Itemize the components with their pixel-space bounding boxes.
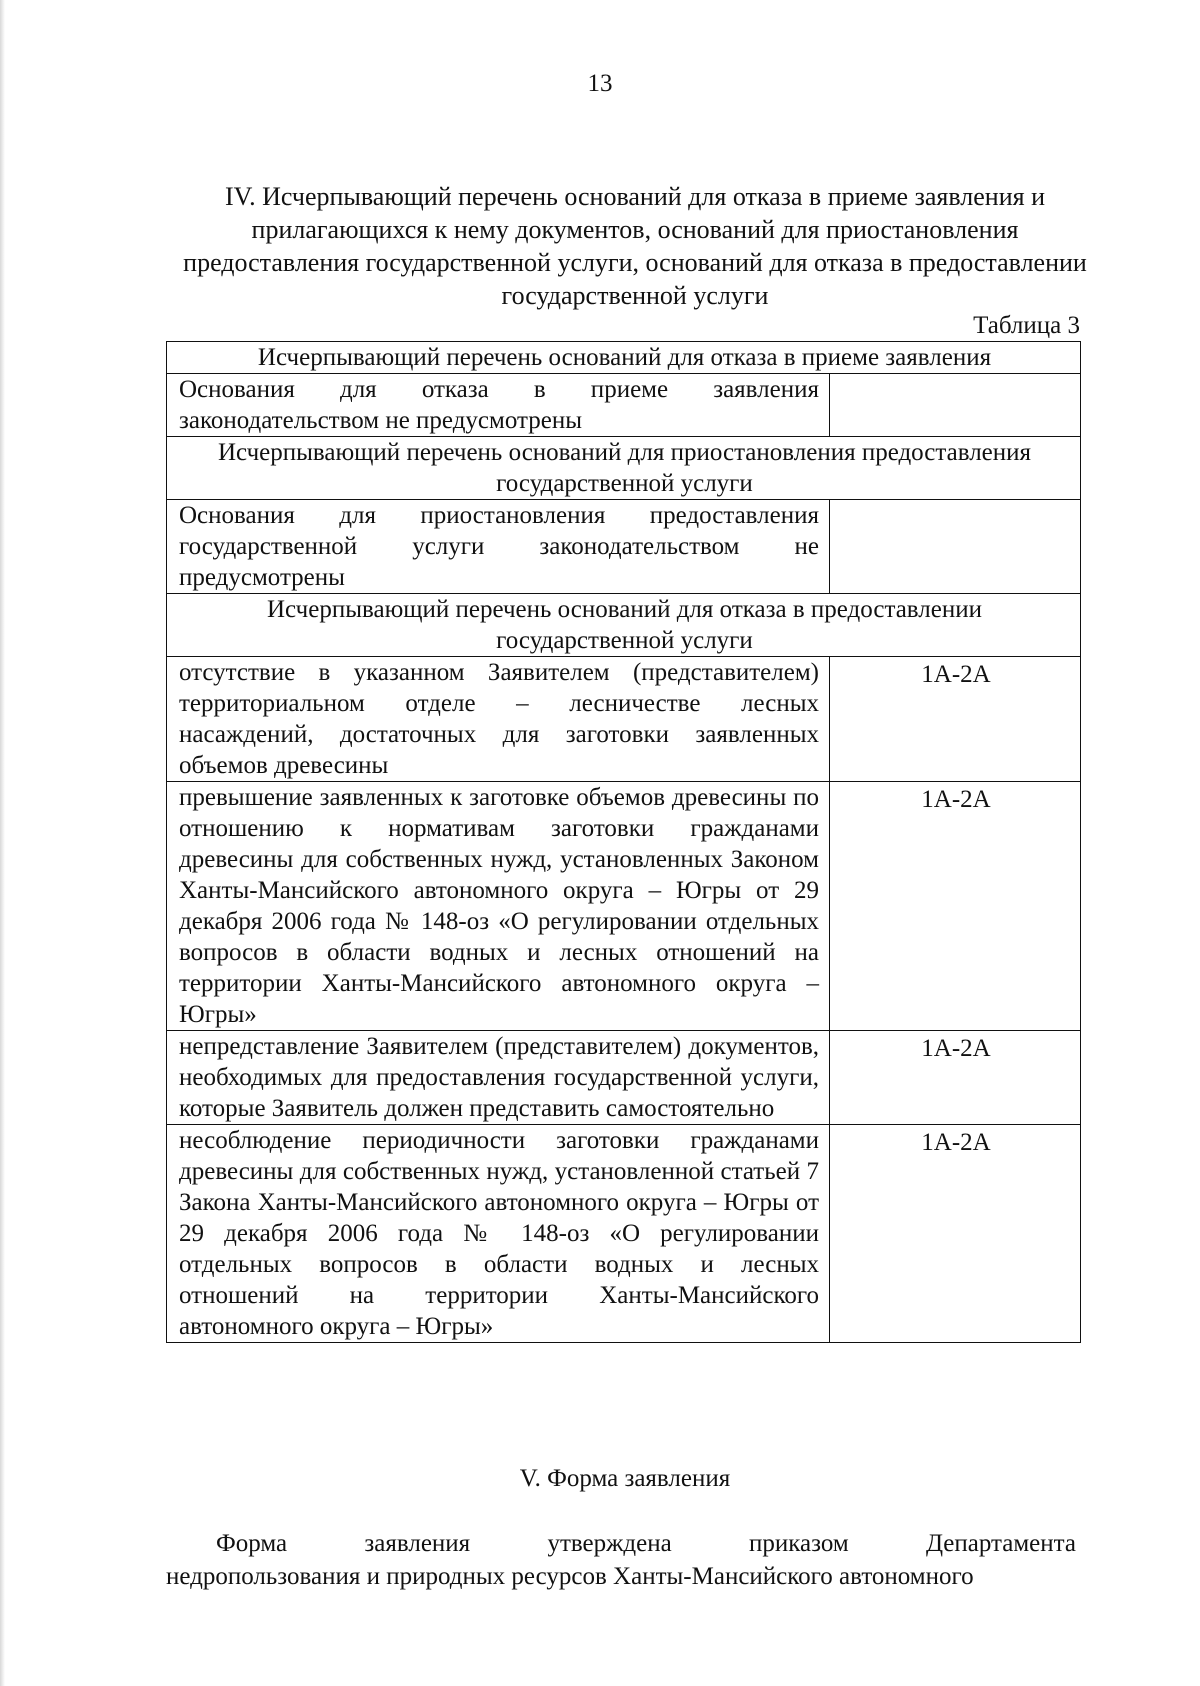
table-row [167,1125,1081,1343]
group-heading: Исчерпывающий перечень оснований для приостановления предоставления государственной услуги [167,437,1081,500]
table-group-heading-row [167,437,1081,500]
scan-edge [0,0,5,1686]
ground-text: несоблюдение периодичности заготовки гражданами древесины для собственных нужд, установленной статьей 7 Закона Ханты-Мансийского автономного округа – Югры от 29 декабря 2006 года № 148-оз «О регулировании отдельных вопросов в области водных и лесных отношений на территории Ханты-Мансийского автономного округа – Югры» [167,1125,830,1343]
ground-code: 1А-2А [830,657,1081,782]
ground-code: 1А-2А [830,1031,1081,1125]
ground-code [830,500,1081,594]
ground-text: отсутствие в указанном Заявителем (представителем) территориальном отделе – лесничестве лесных насаждений, достаточных для заготовки заявленных объемов древесины [167,657,830,782]
ground-text: непредставление Заявителем (представителем) документов, необходимых для предоставления государственной услуги, которые Заявитель должен представить самостоятельно [167,1031,830,1125]
table-group-heading-row [167,594,1081,657]
ground-code: 1А-2А [830,782,1081,1031]
ground-code [830,374,1081,437]
ground-text: Основания для приостановления предоставления государственной услуги законодательством не предусмотрены [167,500,830,594]
ground-text: Основания для отказа в приеме заявления законодательством не предусмотрены [167,374,830,437]
table-caption: Таблица 3 [973,312,1080,339]
section-4-heading: IV. Исчерпывающий перечень оснований для отказа в приеме заявления и прилагающихся к нему документов, оснований для приостановления предоставления государственной услуги, оснований для отказа в предоставлении государственной услуги [183,182,1087,310]
page-number: 13 [587,70,613,97]
group-heading: Исчерпывающий перечень оснований для отказа в предоставлении государственной услуги [167,594,1081,657]
table-row [167,782,1081,1031]
grounds-table [166,341,1081,1343]
ground-code: 1А-2А [830,1125,1081,1343]
section-5-heading: V. Форма заявления [519,1465,731,1492]
table-row [167,374,1081,437]
ground-text: превышение заявленных к заготовке объемов древесины по отношению к нормативам заготовки гражданами древесины для собственных нужд, установленных Законом Ханты-Мансийского автономного округа – Югры от 29 декабря 2006 года № 148-оз «О регулировании отдельных вопросов в области водных и лесных отношений на территории Ханты-Мансийского автономного округа – Югры» [167,782,830,1031]
table-row [167,500,1081,594]
table-row [167,1031,1081,1125]
paragraph-line: недропользования и природных ресурсов Ханты-Мансийского автономного [166,1563,974,1590]
group-heading: Исчерпывающий перечень оснований для отказа в приеме заявления [167,342,1081,374]
table-row [167,657,1081,782]
paragraph-line: Форма заявления утверждена приказом Департамента [216,1530,1076,1557]
section-5-paragraph [166,1527,1076,1593]
table-group-heading-row [167,342,1081,374]
